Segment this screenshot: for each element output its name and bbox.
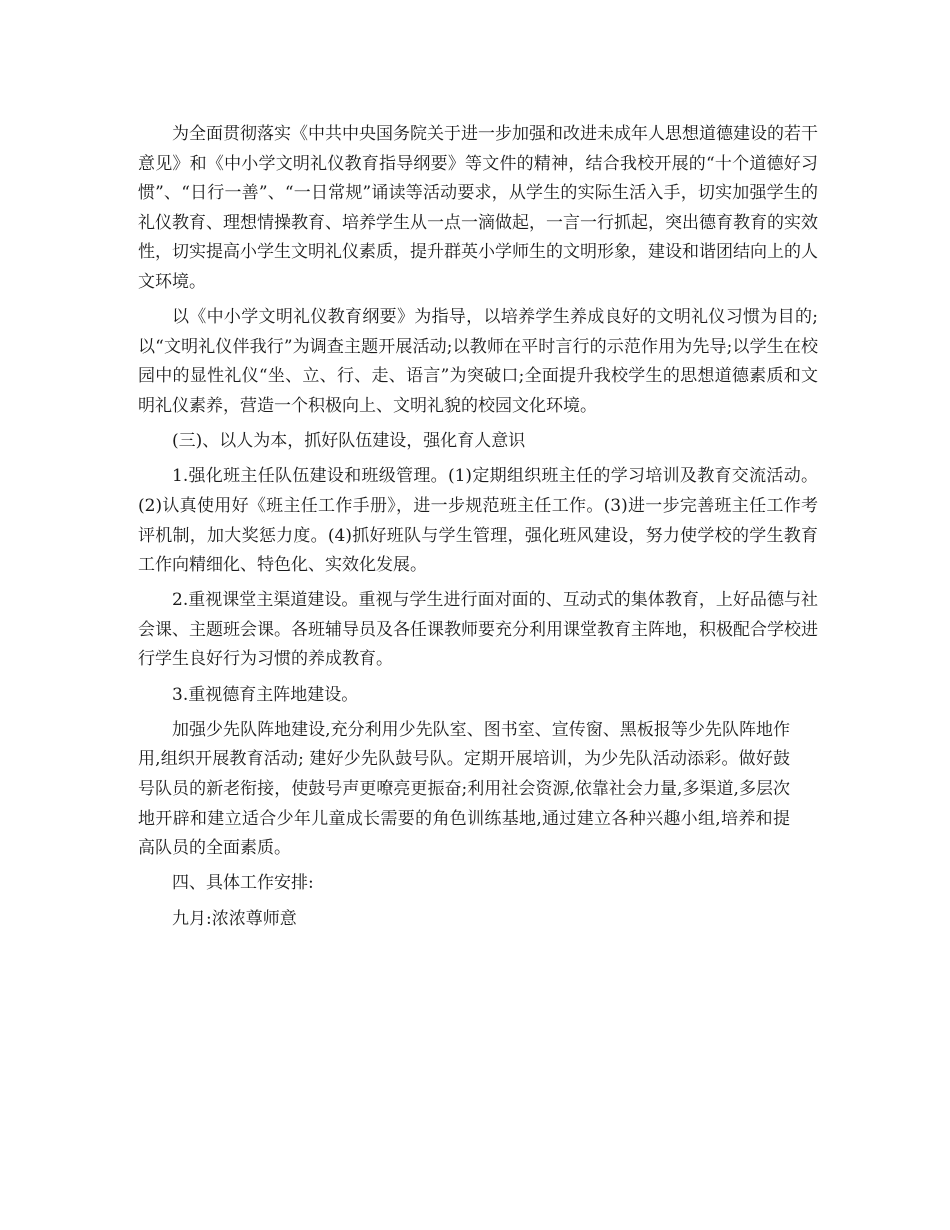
paragraph-guideline: 以《中小学文明礼仪教育纲要》为指导，以培养学生养成良好的文明礼仪习惯为目的;以“文明礼仪伴我行”为调查主题开展活动;以教师在平时言行的示范作用为先导;以学生在校园中的显性礼仪“坐、立、行、走、语言”为突破口;全面提升我校学生的思想道德素质和文明礼仪素养，营造一个积极向上、文明礼貌的校园文化环境。: [138, 307, 818, 416]
paragraph-item-1: 1.强化班主任队伍建设和班级管理。(1)定期组织班主任的学习培训及教育交流活动。(2)认真使用好《班主任工作手册》，进一步规范班主任工作。(3)进一步完善班主任工作考评机制，加大奖惩力度。(4)抓好班队与学生管理，强化班风建设，努力使学校的学生教育工作向精细化、特色化、实效化发展。: [138, 466, 818, 576]
paragraph-september: 九月:浓浓尊师意: [172, 908, 297, 929]
section-heading-four: 四、具体工作安排:: [172, 873, 314, 894]
document-body: [138, 120, 818, 940]
paragraph-item-3: 3.重视德育主阵地建设。: [172, 684, 359, 705]
paragraph-pioneer: 加强少先队阵地建设,充分利用少先队室、图书室、宣传窗、黑板报等少先队阵地作用,组织开展教育活动; 建好少先队鼓号队。定期开展培训，为少先队活动添彩。做好鼓号队员的新老衔接，使鼓号声更嘹亮更振奋;利用社会资源,依靠社会力量,多渠道,多层次地开辟和建立适合少年儿童成长需要的角色训练基地,通过建立各种兴趣小组,培养和提高队员的全面素质。: [138, 719, 790, 859]
section-heading-three: (三)、以人为本，抓好队伍建设，强化育人意识: [172, 431, 526, 452]
paragraph-item-2: 2.重视课堂主渠道建设。重视与学生进行面对面的、互动式的集体教育，上好品德与社会课、主题班会课。各班辅导员及各任课教师要充分利用课堂教育主阵地，积极配合学校进行学生良好行为习惯的养成教育。: [138, 590, 818, 670]
paragraph-intro: 为全面贯彻落实《中共中央国务院关于进一步加强和改进未成年人思想道德建设的若干意见》和《中小学文明礼仪教育指导纲要》等文件的精神，结合我校开展的“十个道德好习惯”、“日行一善”、“一日常规”诵读等活动要求，从学生的实际生活入手，切实加强学生的礼仪教育、理想情操教育、培养学生从一点一滴做起，一言一行抓起，突出德育教育的实效性，切实提高小学生文明礼仪素质，提升群英小学师生的文明形象，建设和谐团结向上的人文环境。: [138, 124, 818, 292]
